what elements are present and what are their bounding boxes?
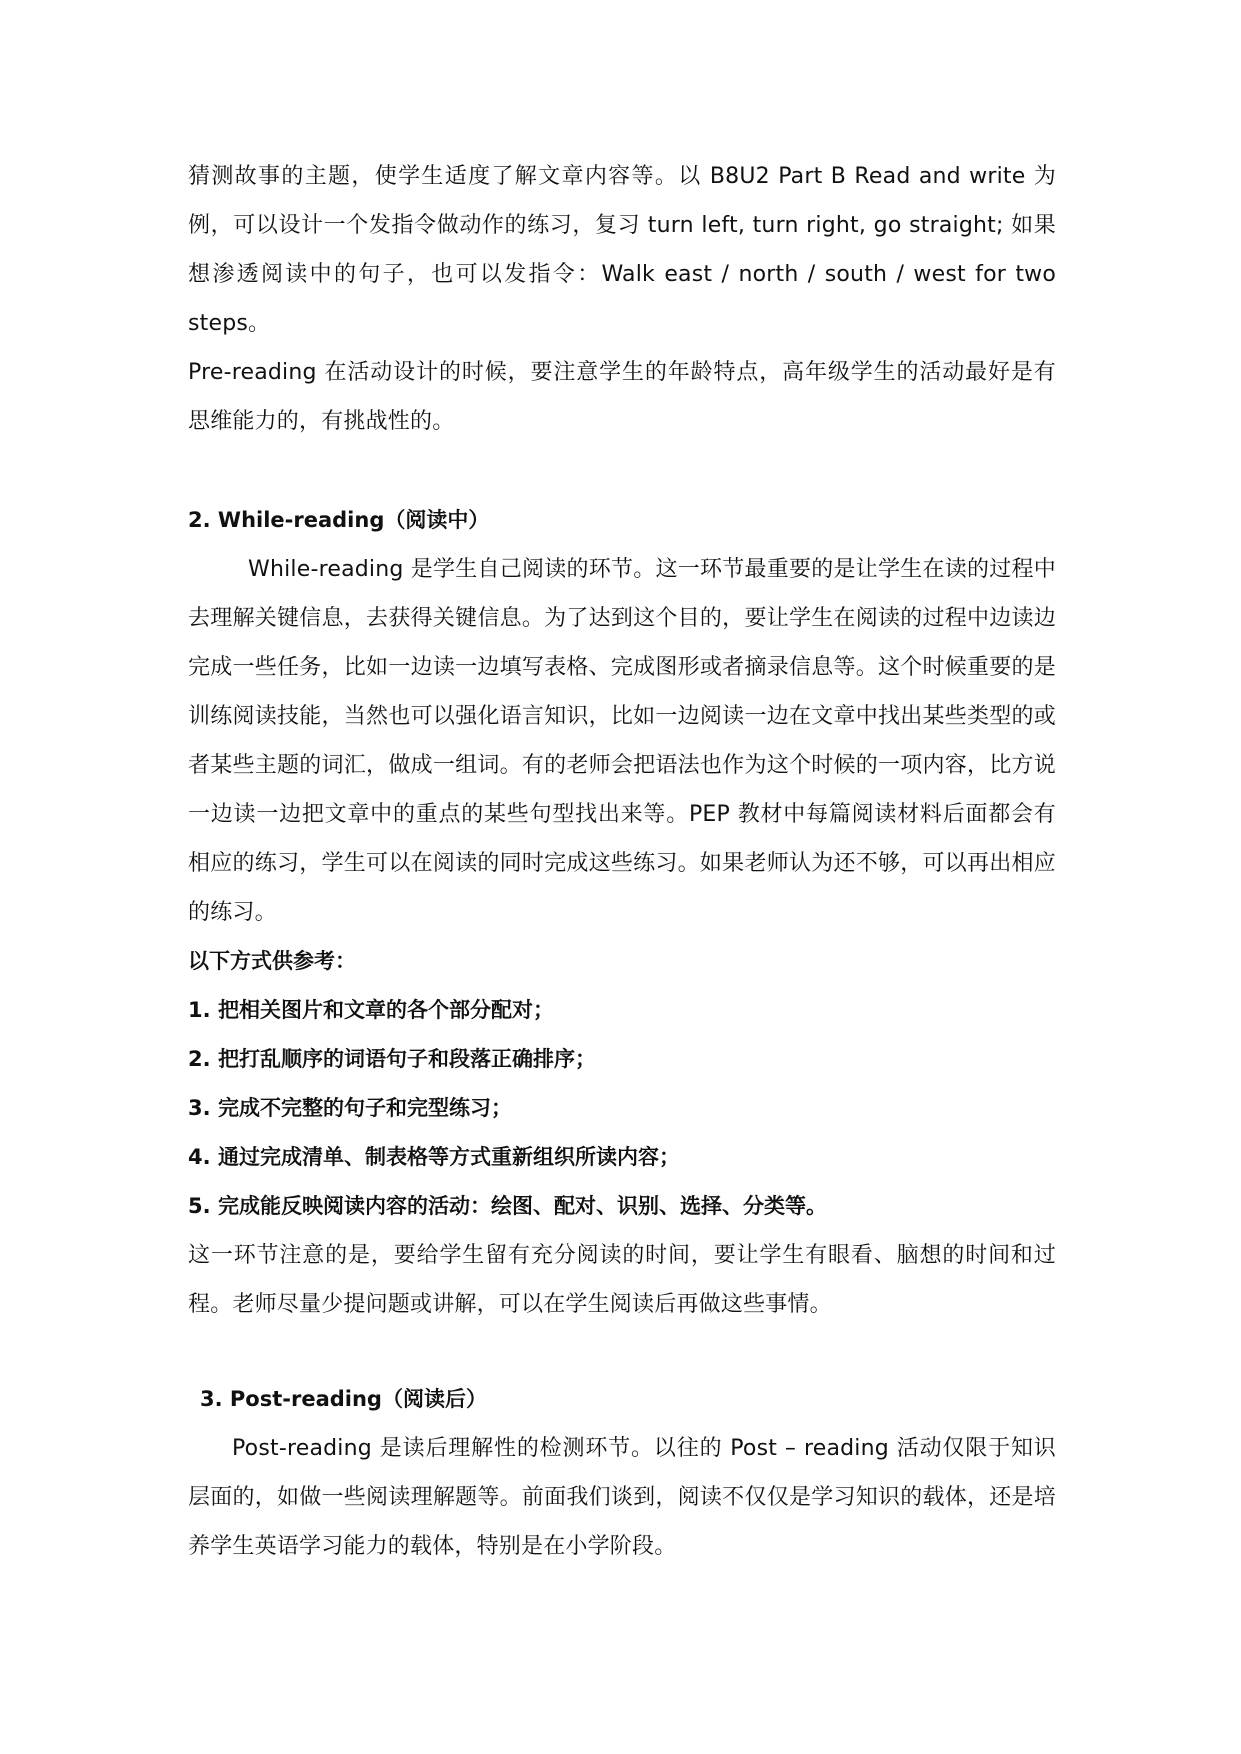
list-item-text: 完成能反映阅读内容的活动：绘图、配对、识别、选择、分类等。 [218, 1194, 827, 1218]
list-item-text: 把打乱顺序的词语句子和段落正确排序； [218, 1047, 596, 1071]
document-page [188, 152, 1056, 1571]
pre-reading-paragraph-1: 猜测故事的主题，使学生适度了解文章内容等。以 B8U2 Part B Read and write 为例，可以设计一个发指令做动作的练习，复习 turn left, turn right, go straight; 如果想渗透阅读中的句子，也可以发指令：Walk east / north / south / west for two steps。 [188, 164, 1056, 336]
list-item-number: 1. [188, 998, 211, 1022]
while-reading-paragraph-2: 这一环节注意的是，要给学生留有充分阅读的时间，要让学生有眼看、脑想的时间和过程。老师尽量少提问题或讲解，可以在学生阅读后再做这些事情。 [188, 1243, 1056, 1317]
section-spacer [188, 446, 1056, 496]
list-item [188, 1133, 1056, 1182]
reference-method-list [188, 986, 1056, 1231]
while-reading-paragraph-1: While-reading 是学生自己阅读的环节。这一环节最重要的是让学生在读的过程中去理解关键信息，去获得关键信息。为了达到这个目的，要让学生在阅读的过程中边读边完成一些任务，比如一边读一边填写表格、完成图形或者摘录信息等。这个时候重要的是训练阅读技能，当然也可以强化语言知识，比如一边阅读一边在文章中找出某些类型的或者某些主题的词汇，做成一组词。有的老师会把语法也作为这个时候的一项内容，比方说一边读一边把文章中的重点的某些句型找出来等。PEP 教材中每篇阅读材料后面都会有相应的练习，学生可以在阅读的同时完成这些练习。如果老师认为还不够，可以再出相应的练习。 [188, 557, 1056, 925]
list-item-text: 把相关图片和文章的各个部分配对； [218, 998, 554, 1022]
list-item [188, 1182, 1056, 1231]
list-item-number: 4. [188, 1145, 211, 1169]
post-reading-paragraph-1: Post-reading 是读后理解性的检测环节。以往的 Post – reading 活动仅限于知识层面的，如做一些阅读理解题等。前面我们谈到，阅读不仅仅是学习知识的载体，还是培养学生英语学习能力的载体，特别是在小学阶段。 [188, 1436, 1056, 1559]
while-reading-heading: 2. While-reading（阅读中） [188, 508, 490, 532]
pre-reading-paragraph-2: Pre-reading 在活动设计的时候，要注意学生的年龄特点，高年级学生的活动最好是有思维能力的，有挑战性的。 [188, 360, 1056, 434]
list-item [188, 1084, 1056, 1133]
list-item-text: 完成不完整的句子和完型练习； [218, 1096, 512, 1120]
post-reading-heading: 3. Post-reading（阅读后） [200, 1387, 487, 1411]
list-item [188, 1035, 1056, 1084]
list-item-number: 2. [188, 1047, 211, 1071]
list-item-number: 3. [188, 1096, 211, 1120]
reference-intro: 以下方式供参考： [188, 949, 356, 973]
section-spacer [188, 1329, 1056, 1375]
list-item-number: 5. [188, 1194, 211, 1218]
list-item-text: 通过完成清单、制表格等方式重新组织所读内容； [218, 1145, 680, 1169]
list-item [188, 986, 1056, 1035]
